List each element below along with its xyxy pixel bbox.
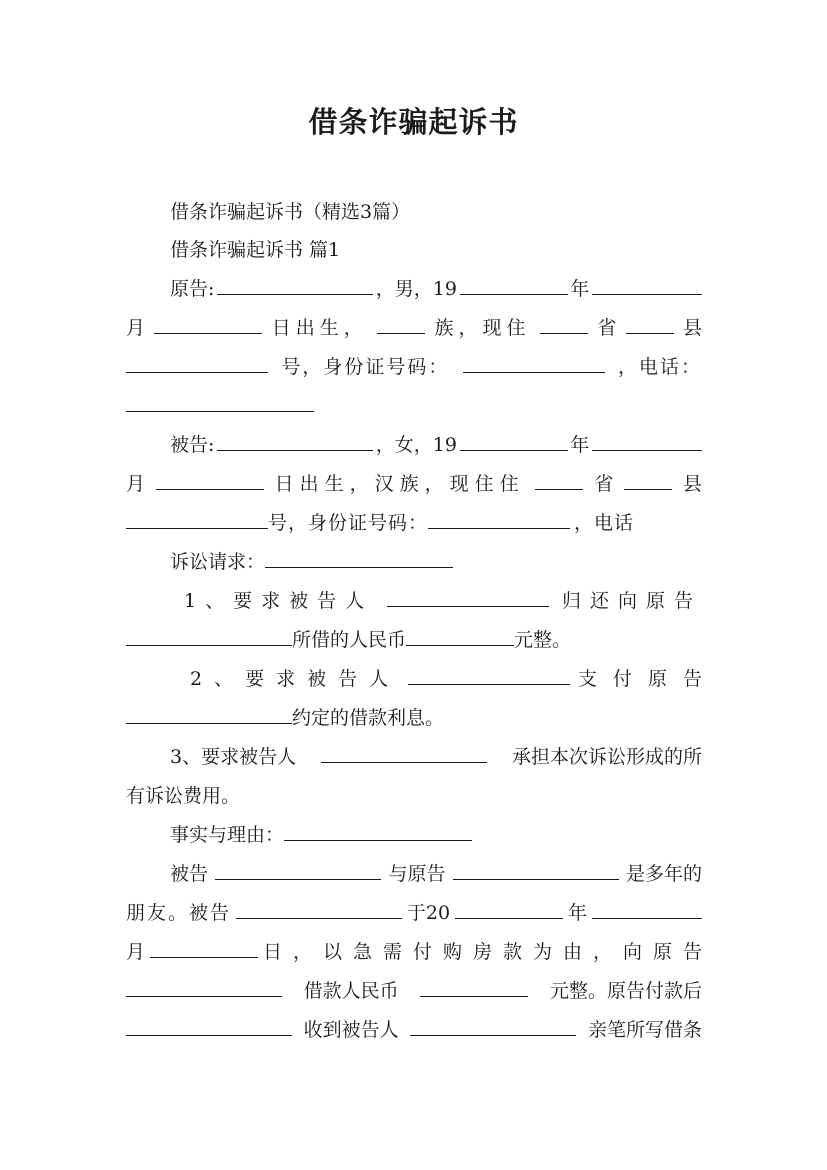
claim-1-line-2: 所借的人民币 元整。 — [126, 627, 702, 653]
blank-field — [126, 1017, 292, 1036]
blank-field — [428, 510, 570, 529]
blank-field — [126, 627, 292, 646]
blank-field — [455, 900, 563, 919]
plaintiff-line-1: 原告: ，男，19 年 — [170, 276, 702, 302]
defendant-line-3: 号，身份证号码： ，电话 — [126, 510, 702, 536]
blank-field — [156, 471, 264, 490]
plaintiff-line-4 — [126, 393, 702, 412]
blank-field — [463, 354, 605, 373]
blank-field — [406, 627, 514, 646]
claim-1-line-1: 1、要求被告人 归还向原告 — [184, 590, 702, 612]
facts-line-4: 借款人民币 元整。原告付款后 — [126, 978, 702, 1004]
blank-field — [126, 978, 282, 997]
blank-field — [420, 978, 528, 997]
page-title: 借条诈骗起诉书 — [308, 105, 519, 139]
blank-field — [126, 393, 314, 412]
blank-field — [265, 549, 453, 568]
claim-2-line-2: 约定的借款利息。 — [126, 705, 702, 731]
facts-line-5: 收到被告人 亲笔所写借条 — [126, 1017, 702, 1043]
blank-field — [592, 900, 702, 919]
blank-field — [592, 276, 702, 295]
blank-field — [410, 1017, 576, 1036]
defendant-line-2: 月 日出生，汉族，现住住 省 县 — [126, 473, 702, 495]
facts-line-1: 被告 与原告 是多年的 — [170, 863, 702, 885]
blank-field — [126, 354, 268, 373]
defendant-line-1: 被告: ，女，19 年 — [170, 432, 702, 458]
blank-field — [460, 276, 568, 295]
blank-field — [284, 822, 472, 841]
blank-field — [540, 315, 588, 334]
facts-heading: 事实与理由： — [170, 822, 702, 848]
blank-field — [215, 861, 381, 880]
blank-field — [154, 315, 262, 334]
facts-line-2: 朋友。被告 于20 年 — [126, 900, 702, 926]
blank-field — [460, 432, 568, 451]
claims-heading: 诉讼请求： — [170, 549, 702, 575]
blank-field — [321, 744, 487, 763]
blank-field — [408, 666, 570, 685]
claim-2-line-1: 2、要求被告人 支付原告 — [190, 668, 718, 690]
blank-field — [217, 432, 373, 451]
facts-line-3: 月 日，以急需付购房款为由，向原告 — [126, 941, 713, 963]
blank-field — [387, 588, 549, 607]
subtitle: 借条诈骗起诉书（精选3篇） — [170, 201, 411, 223]
blank-field — [535, 471, 583, 490]
blank-field — [217, 276, 373, 295]
plaintiff-line-2: 月 日出生， 族，现住 省 县 — [126, 317, 702, 339]
blank-field — [626, 315, 674, 334]
blank-field — [624, 471, 672, 490]
blank-field — [236, 900, 402, 919]
plaintiff-line-3: 号，身份证号码： ，电话： — [126, 354, 702, 380]
blank-field — [126, 705, 292, 724]
blank-field — [592, 432, 702, 451]
blank-field — [126, 510, 268, 529]
claim-3-line-2: 有诉讼费用。 — [126, 785, 241, 807]
blank-field — [377, 315, 425, 334]
blank-field — [453, 861, 619, 880]
claim-3-line-1: 3、要求被告人 承担本次诉讼形成的所 — [170, 746, 702, 768]
blank-field — [150, 939, 258, 958]
section-heading: 借条诈骗起诉书 篇1 — [170, 239, 341, 261]
